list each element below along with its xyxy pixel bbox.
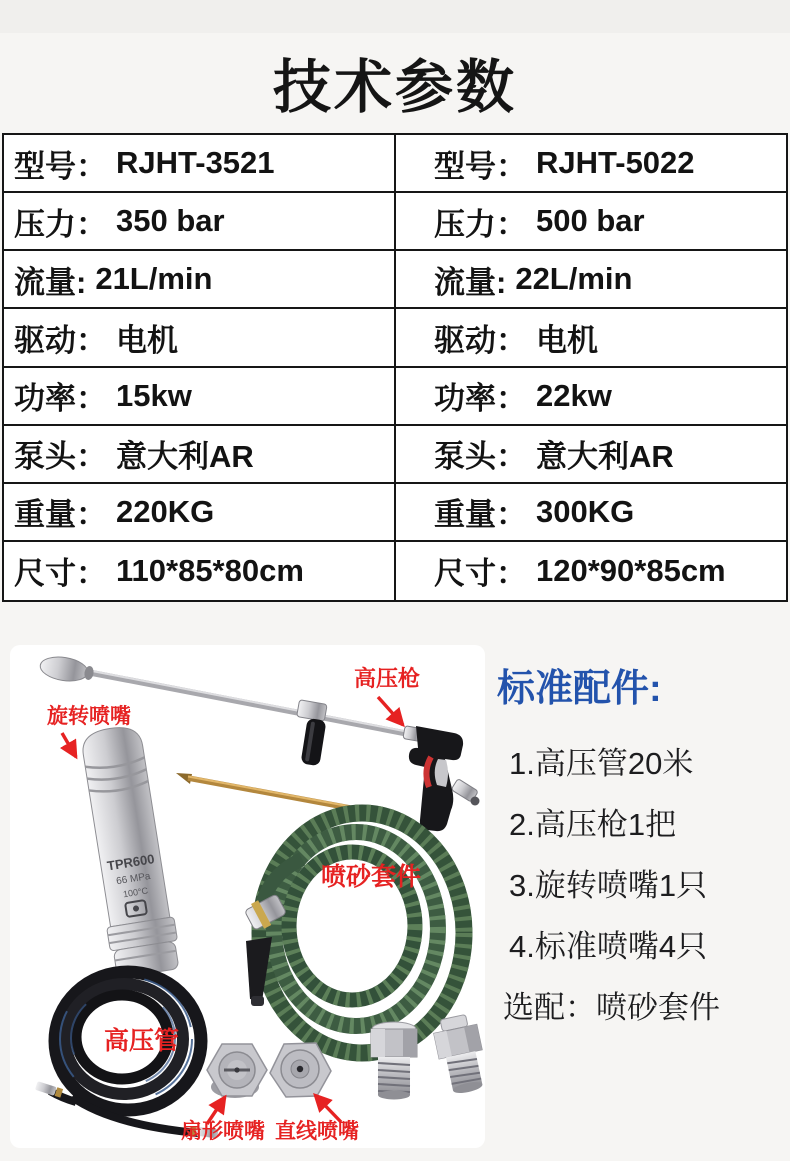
nozzle-marking-temp: 100°C [122,885,149,900]
spec-cell-size-right [396,542,786,600]
spray-gun-illustration [403,726,480,831]
spec-value: 意大利AR [536,439,674,475]
spec-value: 220KG [116,493,215,529]
spec-value: 电机 [536,322,598,358]
spec-value: 21L/min [95,261,213,297]
spec-value: 500 bar [536,203,645,239]
accessory-item: 1.高压管20米 [509,746,694,781]
arrow-to-gun [378,697,403,725]
spec-label: 流量: [14,264,87,300]
spec-value: 22kw [536,377,612,413]
hp-hose-label: 高压管 [104,1027,180,1055]
nozzle-fitting-right-illustration [431,1013,485,1097]
accessories-optional: 选配：喷砂套件 [503,990,720,1025]
spec-value: 110*85*80cm [116,552,304,588]
spec-label: 泵头： [434,439,527,475]
fan-nozzle-label: 扇形喷嘴 [181,1120,265,1143]
spec-label: 压力： [14,206,107,242]
spec-cell-drive-right [396,309,786,367]
spec-label: 泵头： [14,439,107,475]
arrow-to-straight-nozzle [315,1095,341,1122]
spec-label: 尺寸： [14,556,107,592]
spec-cell-model-right [396,135,786,193]
spec-label: 压力： [434,206,527,242]
spec-label: 功率： [14,381,107,417]
hp-hose-coil-illustration [35,972,219,1138]
spec-cell-weight-left [4,484,396,542]
spec-label: 重量： [14,497,107,533]
nozzle-marking-pressure: 66 MPa [115,870,152,888]
accessory-item: 4.标准喷嘴4只 [509,929,708,964]
spec-cell-flow-right [396,251,786,309]
spec-cell-power-left [4,368,396,426]
spec-label: 驱动： [14,322,107,358]
fan-nozzle-illustration [207,1044,267,1098]
nozzle-fitting-left-illustration [371,1022,417,1100]
spec-value: 120*90*85cm [536,552,726,588]
spec-cell-pump-right [396,426,786,484]
sandblast-hose-illustration [243,813,464,1053]
page-title: 技术参数 [272,55,517,120]
spec-value: RJHT-5022 [536,145,695,181]
accessories-title: 标准配件: [497,668,662,710]
spec-cell-pressure-right [396,193,786,251]
spec-label: 重量： [434,497,527,533]
accessories-panel [497,668,790,1026]
spec-label: 型号： [434,148,527,184]
product-photo-card [10,645,485,1148]
spec-table [2,133,788,602]
spec-cell-drive-left [4,309,396,367]
nozzle-marking-model: TPR600 [106,851,156,874]
spec-label: 尺寸： [434,556,527,592]
spec-value: 22L/min [515,261,633,297]
lance-tip [38,654,89,684]
accessory-item: 2.高压枪1把 [509,807,677,842]
rotary-nozzle-illustration [76,723,182,979]
gun-label: 高压枪 [354,666,421,691]
spec-cell-flow-left [4,251,396,309]
spec-value: 350 bar [116,203,225,239]
top-band [0,0,790,33]
sandblast-kit-label: 喷砂套件 [321,863,422,891]
spec-label: 型号： [14,148,107,184]
spec-value: 电机 [116,322,178,358]
product-photo [10,645,485,1148]
spec-cell-pump-left [4,426,396,484]
spec-label: 驱动： [434,322,527,358]
spec-value: 300KG [536,493,635,529]
rotary-nozzle-label: 旋转喷嘴 [47,705,131,728]
spec-cell-model-left [4,135,396,193]
spec-value: RJHT-3521 [116,145,275,181]
spec-label: 流量: [434,264,507,300]
spec-cell-pressure-left [4,193,396,251]
spec-cell-power-right [396,368,786,426]
straight-nozzle-label: 直线喷嘴 [275,1120,359,1143]
spec-value: 意大利AR [116,439,254,475]
accessory-item: 3.旋转喷嘴1只 [509,868,708,903]
spec-cell-size-left [4,542,396,600]
spec-cell-weight-right [396,484,786,542]
arrow-to-rotary-nozzle [62,733,76,757]
brass-rod-illustration [176,773,350,808]
spec-value: 15kw [116,377,192,413]
spec-label: 功率： [434,381,527,417]
